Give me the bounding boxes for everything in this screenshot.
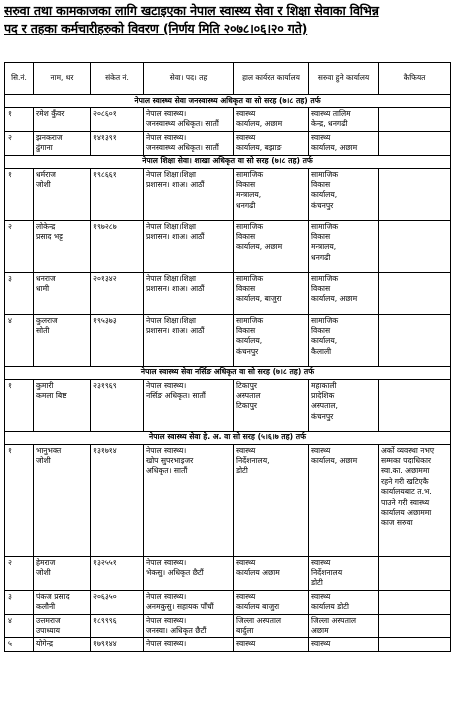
name-cell-line: लोकेन्द्र [36, 221, 56, 231]
remark-cell-line: सम्मका पदाधिकार [381, 456, 432, 466]
post-cell-line: नेपाल स्वास्थ्य। [146, 639, 187, 649]
transfer-office-cell-line: कार्यालय, [311, 336, 338, 346]
post-cell [144, 379, 234, 431]
section-heading-row [5, 155, 451, 168]
serial-cell: १ [5, 108, 34, 132]
name-cell-line: कमला बिष्ट [36, 391, 67, 401]
post-cell-line: नेपाल स्वास्थ्य। [146, 591, 187, 601]
current-office-cell-line: विकास [236, 180, 256, 190]
post-cell-line: नेपाल शिक्षा।शिक्षा [146, 169, 197, 179]
post-cell-line: प्रशासन। शाअ। आठौं [146, 326, 205, 336]
name-cell-line: धनराज [36, 273, 56, 283]
post-cell-line: जनस्वा। अधिकृत छैटौं [146, 626, 207, 636]
name-cell [34, 314, 91, 366]
name-cell-line: जोशी [36, 456, 51, 466]
transfer-office-cell [309, 108, 379, 132]
post-cell-line: नेपाल स्वास्थ्य। [146, 557, 187, 567]
name-cell-line: रमेश कुँवर [36, 109, 65, 118]
transfer-office-cell [309, 379, 379, 431]
current-office-cell [234, 556, 309, 590]
current-office-cell-line: कार्यालय अछाम [236, 568, 280, 578]
post-cell [144, 444, 234, 556]
current-office-cell-line: टिकापुर [236, 401, 258, 411]
remark-cell-line: अर्को व्यवस्था नभए [381, 445, 435, 455]
transfer-office-cell [309, 220, 379, 272]
remark-cell [379, 108, 451, 132]
current-office-cell-line: स्वास्थ्य [236, 132, 256, 142]
post-cell-line: खोप सुपरभाइजर [146, 456, 194, 466]
name-cell [34, 131, 91, 155]
post-cell-line: प्रशासन। शाअ। आठौं [146, 180, 205, 190]
name-cell [34, 638, 91, 651]
post-cell-line: नेपाल स्वास्थ्य। [146, 615, 187, 625]
current-office-cell [234, 314, 309, 366]
transfer-office-cell [309, 444, 379, 556]
name-cell-line: प्रसाद भट्ट [36, 232, 63, 242]
table-header-row [5, 63, 451, 95]
post-cell-line: नेपाल स्वास्थ्य। [146, 109, 187, 118]
current-office-cell-line: जिल्ला अस्पताल [236, 615, 282, 625]
table-row [5, 614, 451, 638]
name-cell-line: हेमराज [36, 557, 56, 567]
transfer-office-cell-line: स्वास्थ्य [311, 639, 331, 649]
name-cell-line: योगेन्द्र [36, 639, 54, 649]
post-cell-line: नेपाल स्वास्थ्य। [146, 445, 187, 455]
serial-cell: ५ [5, 638, 34, 651]
current-office-cell-line: स्वास्थ्य [236, 445, 256, 455]
current-office-cell [234, 220, 309, 272]
serial-cell: ४ [5, 614, 34, 638]
transfer-office-cell-line: महाकाली [311, 380, 337, 390]
table-row [5, 556, 451, 590]
title-line-2: पद र तहका कर्मचारीहरुको विवरण (निर्णय मिति २०७८।०६।२० गते) [4, 21, 308, 36]
post-cell [144, 220, 234, 272]
transfer-office-cell [309, 272, 379, 314]
remark-cell [379, 556, 451, 590]
serial-cell: १ [5, 168, 34, 220]
name-cell [34, 590, 91, 614]
transfer-office-cell-line: निर्देशनालय [311, 568, 343, 578]
title-line-1: सरुवा तथा कामकाजका लागि खटाइएका नेपाल स्वास्थ्य सेवा र शिक्षा सेवाका विभिन्न [4, 3, 379, 18]
post-cell-line: नर्सिङ अधिकृत। सातौं [146, 391, 206, 401]
current-office-cell-line: कार्यालय, [236, 336, 263, 346]
current-office-cell-line: कार्यालय, अछाम [236, 242, 283, 252]
transfer-office-cell-line: अस्पताल, [311, 401, 338, 411]
transfer-office-cell-line: कंचनपुर [311, 200, 334, 210]
current-office-cell-line: अस्पताल [236, 391, 261, 401]
transfer-office-cell [309, 614, 379, 638]
transfer-office-cell-line: विकास [311, 284, 331, 294]
transfer-office-cell-line: कैलाली [311, 346, 332, 356]
section-heading: नेपाल स्वास्थ्य सेवा जनस्वास्थ्य अधिकृत वा सो सरह (७।८ तह) तर्फ [5, 95, 451, 108]
remark-cell-line: रहने गरी खटिएकै [381, 476, 429, 486]
post-cell-line: अनमकुसु। सहायक पाँचौं [146, 602, 214, 612]
name-cell-line: ढुंगाना [36, 143, 53, 153]
current-office-cell [234, 379, 309, 431]
table-row [5, 314, 451, 366]
transfer-office-cell-line: धनगढी [311, 252, 331, 262]
section-heading: नेपाल स्वास्थ्य सेवा नर्सिङ अधिकृत वा सो सरह (७।८ तह) तर्फ [5, 366, 451, 379]
section-heading: नेपाल शिक्षा सेवा। शाखा अधिकृत वा सो सरह (७।८ तह) तर्फ [5, 155, 451, 168]
name-cell-line: पंकज प्रसाद [36, 591, 70, 601]
transfer-office-cell-line: कार्यालय, अछाम [311, 143, 358, 153]
post-cell [144, 638, 234, 651]
serial-cell: २ [5, 556, 34, 590]
transfer-office-cell-line: विकास [311, 232, 331, 242]
current-office-cell [234, 614, 309, 638]
post-cell-line: नेपाल शिक्षा।शिक्षा [146, 273, 197, 283]
table-row [5, 590, 451, 614]
remark-cell [379, 614, 451, 638]
transfer-office-cell [309, 131, 379, 155]
current-office-cell-line: मन्त्रालय, [236, 190, 262, 200]
remark-cell [379, 590, 451, 614]
transfer-office-cell-line: अछाम [311, 626, 329, 636]
transfer-office-cell-line: स्वास्थ्य [311, 445, 331, 455]
transfer-office-cell-line: स्वास्थ्य [311, 557, 331, 567]
code-cell: १४१३९१ [91, 131, 144, 155]
name-cell-line: भानुभक्त [36, 445, 62, 455]
post-cell-line: नेपाल स्वास्थ्य। [146, 132, 187, 142]
current-office-cell-line: स्वास्थ्य [236, 639, 256, 649]
table-row [5, 272, 451, 314]
transfer-office-cell-line: कार्यालय, अछाम [311, 456, 358, 466]
post-cell-line: नेपाल स्वास्थ्य। [146, 380, 187, 390]
post-cell-line: नेपाल शिक्षा।शिक्षा [146, 221, 197, 231]
remark-cell [379, 168, 451, 220]
name-cell-line: उत्तमराज [36, 615, 61, 625]
remark-cell [379, 272, 451, 314]
post-cell-line: प्रशासन। शाअ। आठौं [146, 284, 205, 294]
name-cell [34, 168, 91, 220]
name-cell-line: कलौनी [36, 602, 56, 612]
remark-cell [379, 444, 451, 556]
current-office-cell [234, 168, 309, 220]
current-office-cell-line: विकास [236, 232, 256, 242]
transfer-office-cell-line: स्वास्थ्य [311, 132, 331, 142]
current-office-cell-line: निर्देशनालय, [236, 456, 270, 466]
transfer-office-cell [309, 168, 379, 220]
post-cell-line: नेपाल शिक्षा।शिक्षा [146, 315, 197, 325]
current-office-cell-line: डोटी [236, 466, 248, 476]
name-cell [34, 272, 91, 314]
transfer-office-cell-line: विकास [311, 326, 331, 336]
name-cell [34, 220, 91, 272]
post-cell [144, 131, 234, 155]
header-current-office: हाल कार्यरत कार्यालय [234, 63, 309, 95]
transfer-office-cell-line: सामाजिक [311, 273, 339, 283]
current-office-cell [234, 131, 309, 155]
post-cell [144, 556, 234, 590]
section-heading-row [5, 95, 451, 108]
post-cell [144, 168, 234, 220]
post-cell-line: भेकसु। अधिकृत छैटौं [146, 568, 204, 578]
serial-cell: १ [5, 379, 34, 431]
name-cell-line: झनकराज [36, 132, 63, 142]
name-cell-line: सोती [36, 326, 50, 336]
staff-transfer-table [4, 62, 451, 652]
name-cell-line: उपाध्याय [36, 626, 61, 636]
current-office-cell-line: कंचनपुर [236, 346, 259, 356]
code-cell: १३१७१४ [91, 444, 144, 556]
current-office-cell-line: विकास [236, 284, 256, 294]
current-office-cell-line: कार्यालय बाजुरा [236, 602, 280, 612]
header-serial: सि.नं. [5, 63, 34, 95]
code-cell: १९७२८७ [91, 220, 144, 272]
post-cell-line: प्रशासन। शाअ। आठौं [146, 232, 205, 242]
name-cell [34, 108, 91, 132]
current-office-cell-line: कार्यालय, बाजुरा [236, 294, 282, 304]
serial-cell: २ [5, 131, 34, 155]
serial-cell: २ [5, 220, 34, 272]
transfer-office-cell-line: स्वास्थ्य [311, 591, 331, 601]
current-office-cell-line: सामाजिक [236, 273, 264, 283]
current-office-cell-line: कार्यालय, बझाङ [236, 143, 282, 153]
header-transfer-office: सरुवा हुने कार्यालय [309, 63, 379, 95]
remark-cell [379, 220, 451, 272]
name-cell-line: जोशी [36, 180, 51, 190]
header-service-post-level: सेवा। पद। तह [144, 63, 234, 95]
current-office-cell-line: टिकापुर [236, 380, 258, 390]
post-cell-line: जनस्वास्थ्य अधिकृत। सातौं [146, 119, 219, 129]
table-row [5, 131, 451, 155]
post-cell-line: अधिकृत। सातौं [146, 466, 188, 476]
table-row [5, 379, 451, 431]
transfer-office-cell [309, 590, 379, 614]
transfer-office-cell-line: कार्यालय, [311, 190, 338, 200]
current-office-cell-line: धनगढी [236, 200, 256, 210]
transfer-office-cell-line: डोटी [311, 578, 323, 588]
header-name: नाम, थर [34, 63, 91, 95]
transfer-office-cell-line: मन्त्रालय, [311, 242, 337, 252]
transfer-office-cell-line: सामाजिक [311, 221, 339, 231]
current-office-cell-line: कार्यालय, अछाम [236, 119, 283, 129]
current-office-cell [234, 590, 309, 614]
current-office-cell-line: बार्दुला [236, 626, 254, 636]
code-cell: १३२५५१ [91, 556, 144, 590]
table-row [5, 108, 451, 132]
table-row [5, 220, 451, 272]
post-cell [144, 108, 234, 132]
serial-cell: ३ [5, 590, 34, 614]
remark-cell-line: कार्यालयबाट त.भ. [381, 487, 432, 497]
current-office-cell [234, 444, 309, 556]
serial-cell: ४ [5, 314, 34, 366]
name-cell [34, 614, 91, 638]
current-office-cell [234, 272, 309, 314]
header-remarks: कैफियत [379, 63, 451, 95]
remark-cell-line: काज सरुवा [381, 518, 413, 528]
current-office-cell-line: विकास [236, 326, 256, 336]
document-title [4, 2, 450, 38]
current-office-cell [234, 108, 309, 132]
code-cell: १९५३७३ [91, 314, 144, 366]
current-office-cell-line: स्वास्थ्य [236, 591, 256, 601]
transfer-office-cell-line: सामाजिक [311, 169, 339, 179]
name-cell [34, 379, 91, 431]
remark-cell [379, 379, 451, 431]
code-cell: २३१९६९ [91, 379, 144, 431]
transfer-office-cell-line: कंचनपुर [311, 411, 334, 421]
transfer-office-cell [309, 556, 379, 590]
remark-cell-line: स्वा.का. अछाममा [381, 466, 430, 476]
transfer-office-cell-line: प्रादेशिक [311, 391, 335, 401]
table-row [5, 638, 451, 651]
transfer-office-cell [309, 638, 379, 651]
transfer-office-cell [309, 314, 379, 366]
remark-cell-line: पाउने गरी स्वास्थ्य [381, 497, 430, 507]
remark-cell-line: कार्यालय अछाममा [381, 508, 432, 518]
post-cell-line: जनस्वास्थ्य अधिकृत। सातौं [146, 143, 219, 153]
serial-cell: ३ [5, 272, 34, 314]
transfer-office-cell-line: कार्यालय डोटी [311, 602, 349, 612]
serial-cell: १ [5, 444, 34, 556]
table-row [5, 444, 451, 556]
current-office-cell-line: सामाजिक [236, 221, 264, 231]
table-row [5, 168, 451, 220]
section-heading-row [5, 431, 451, 444]
name-cell-line: जोशी [36, 568, 51, 578]
current-office-cell [234, 638, 309, 651]
transfer-office-cell-line: सामाजिक [311, 315, 339, 325]
remark-cell [379, 638, 451, 651]
post-cell [144, 314, 234, 366]
current-office-cell-line: स्वास्थ्य [236, 109, 256, 118]
table-body [5, 95, 451, 652]
name-cell-line: कुलराज [36, 315, 58, 325]
post-cell [144, 272, 234, 314]
transfer-office-cell-line: जिल्ला अस्पताल [311, 615, 357, 625]
post-cell [144, 590, 234, 614]
current-office-cell-line: सामाजिक [236, 169, 264, 179]
remark-cell [379, 131, 451, 155]
transfer-office-cell-line: स्वास्थ्य तालिम [311, 109, 351, 118]
code-cell: १८९९९६ [91, 614, 144, 638]
name-cell [34, 556, 91, 590]
code-cell: २०८६०१ [91, 108, 144, 132]
remark-cell [379, 314, 451, 366]
section-heading: नेपाल स्वास्थ्य सेवा हे. अ. वा सो सरह (५।६।७ तह) तर्फ [5, 431, 451, 444]
code-cell: १७९१४४ [91, 638, 144, 651]
post-cell [144, 614, 234, 638]
name-cell [34, 444, 91, 556]
transfer-office-cell-line: विकास [311, 180, 331, 190]
name-cell-line: धर्मराज [36, 169, 56, 179]
transfer-office-cell-line: केन्द्र, धनगढी [311, 119, 348, 129]
code-cell: १९८६६१ [91, 168, 144, 220]
current-office-cell-line: सामाजिक [236, 315, 264, 325]
name-cell-line: धामी [36, 284, 50, 294]
name-cell-line: कुमारी [36, 380, 54, 390]
section-heading-row [5, 366, 451, 379]
current-office-cell-line: स्वास्थ्य [236, 557, 256, 567]
code-cell: २०६३५० [91, 590, 144, 614]
transfer-office-cell-line: कार्यालय, अछाम [311, 294, 358, 304]
code-cell: २०१३४२ [91, 272, 144, 314]
header-code: संकेत नं. [91, 63, 144, 95]
